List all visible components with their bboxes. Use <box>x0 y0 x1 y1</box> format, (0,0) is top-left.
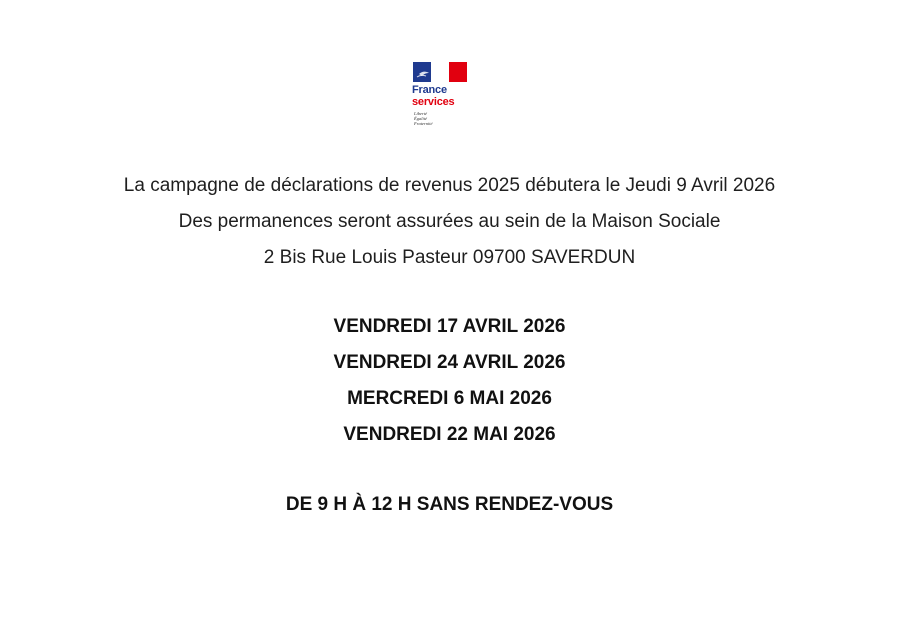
intro-campaign-line: La campagne de déclarations de revenus 2025 débutera le Jeudi 9 Avril 2026 <box>123 175 776 196</box>
logo-wordmark <box>412 84 454 108</box>
motto-fraternite: Fraternité <box>414 121 433 126</box>
intro-permanence-line: Des permanences seront assurées au sein de la Maison Sociale <box>178 211 721 232</box>
hours-notice: DE 9 H À 12 H SANS RENDEZ-VOUS <box>285 494 614 515</box>
france-services-logo <box>412 61 472 133</box>
date-item: VENDREDI 17 AVRIL 2026 <box>333 316 566 337</box>
dates-list <box>0 309 899 453</box>
date-item: MERCREDI 6 MAI 2026 <box>347 388 552 409</box>
logo-line-services: services <box>412 96 455 108</box>
date-item: VENDREDI 22 MAI 2026 <box>343 424 556 445</box>
logo-motto <box>414 111 433 126</box>
logo-line-france: France <box>412 84 447 96</box>
date-item: VENDREDI 24 AVRIL 2026 <box>333 352 566 373</box>
republic-flag-icon <box>413 62 467 82</box>
intro-paragraph <box>0 168 899 276</box>
motto-egalite: Égalité <box>414 116 427 121</box>
intro-address-line: 2 Bis Rue Louis Pasteur 09700 SAVERDUN <box>263 247 636 268</box>
motto-liberte: Liberté <box>414 111 427 116</box>
